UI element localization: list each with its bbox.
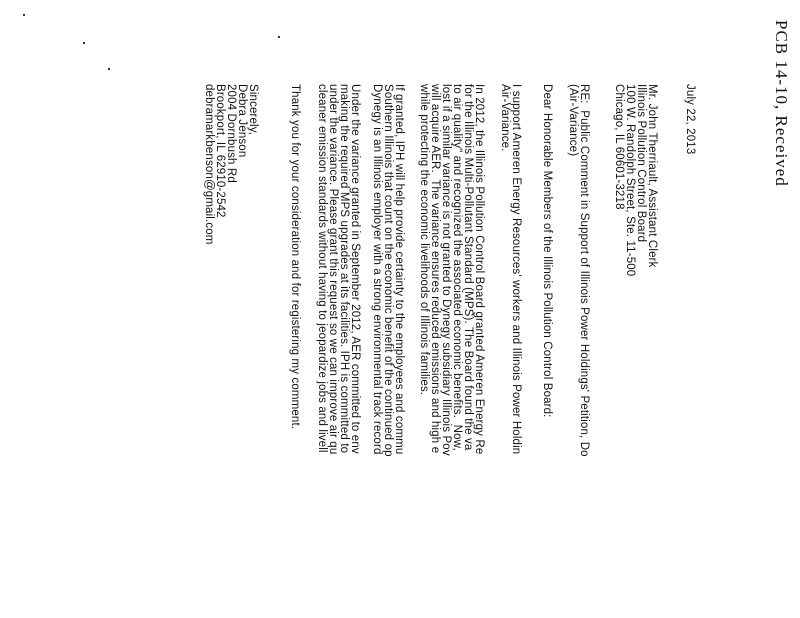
paragraph-line: under the variance. Please grant this request so we can improve air qu <box>327 84 339 455</box>
signature-name: Debra Jenson <box>236 84 248 158</box>
paragraph-line: to air quality" and recognized the associated economic benefits. Now, <box>451 84 463 451</box>
signature-city: Brookport, IL 62910-2542 <box>214 84 226 218</box>
signature-email: debramarkbenson@gmail.com <box>203 84 215 245</box>
salutation: Dear Honorable Members of the Illinois Pollution Control Board: <box>541 84 553 418</box>
address-line: 100 W. Randolph Street, Ste. 11-500 <box>624 84 636 277</box>
address-line: Illinois Pollution Control Board <box>635 84 647 243</box>
scan-speck <box>278 36 280 38</box>
paragraph-line: for the Illinois Multi-Pollutant Standard (MPS). The Board found the va <box>462 84 474 451</box>
paragraph-line: while protecting the economic livelihoods of Illinois families. <box>418 84 430 396</box>
re-line: RE: Public Comment in Support of Illinois Power Holdings' Petition, Do <box>578 84 590 457</box>
closing: Sincerely, <box>247 84 259 136</box>
received-stamp: PCB 14-10, Received <box>772 20 791 187</box>
scan-speck <box>23 14 25 16</box>
paragraph-line: will acquire AER. The variance ensures reduced emissions and high e <box>429 84 441 454</box>
scan-speck <box>83 42 85 44</box>
letter-date: July 22, 2013 <box>684 84 696 155</box>
paragraph-line: I support Ameren Energy Resources' workers and Illinois Power Holdin <box>510 84 522 455</box>
paragraph-line: In 2012, the Illinois Pollution Control Board granted Ameren Energy Re <box>473 84 485 455</box>
paragraph-line: Thank you for your consideration and for registering my comment. <box>289 84 301 430</box>
address-line: Chicago, IL 60601-3218 <box>613 84 625 210</box>
paragraph-line: Under the variance granted in September 2012, AER committed to env <box>349 84 361 454</box>
paragraph-line: cleaner emission standards without having to jeopardize jobs and livell <box>316 84 328 453</box>
scan-speck <box>108 68 110 70</box>
re-line: (Air-Variance) <box>567 84 579 157</box>
paragraph-line: lost if a similar variance is not granted to Dynegy subsidiary Illinois Pov <box>440 84 452 456</box>
paragraph-line: making the required MPS upgrades at its facilities. IPH is committed to <box>338 84 350 454</box>
paragraph-line: If granted, IPH will help provide certainty to the employees and commu <box>393 84 405 455</box>
paragraph-line: Southern Illinois that count on the economic benefit of the continued op <box>382 84 394 457</box>
paragraph-line: Air-Variance. <box>499 84 511 152</box>
address-line: Mr. John Therriault, Assistant Clerk <box>646 84 658 268</box>
paragraph-line: Dynegy is an Illinois employer with a strong environmental track record <box>371 84 383 455</box>
signature-address: 2004 Dornbush Rd <box>225 84 237 183</box>
